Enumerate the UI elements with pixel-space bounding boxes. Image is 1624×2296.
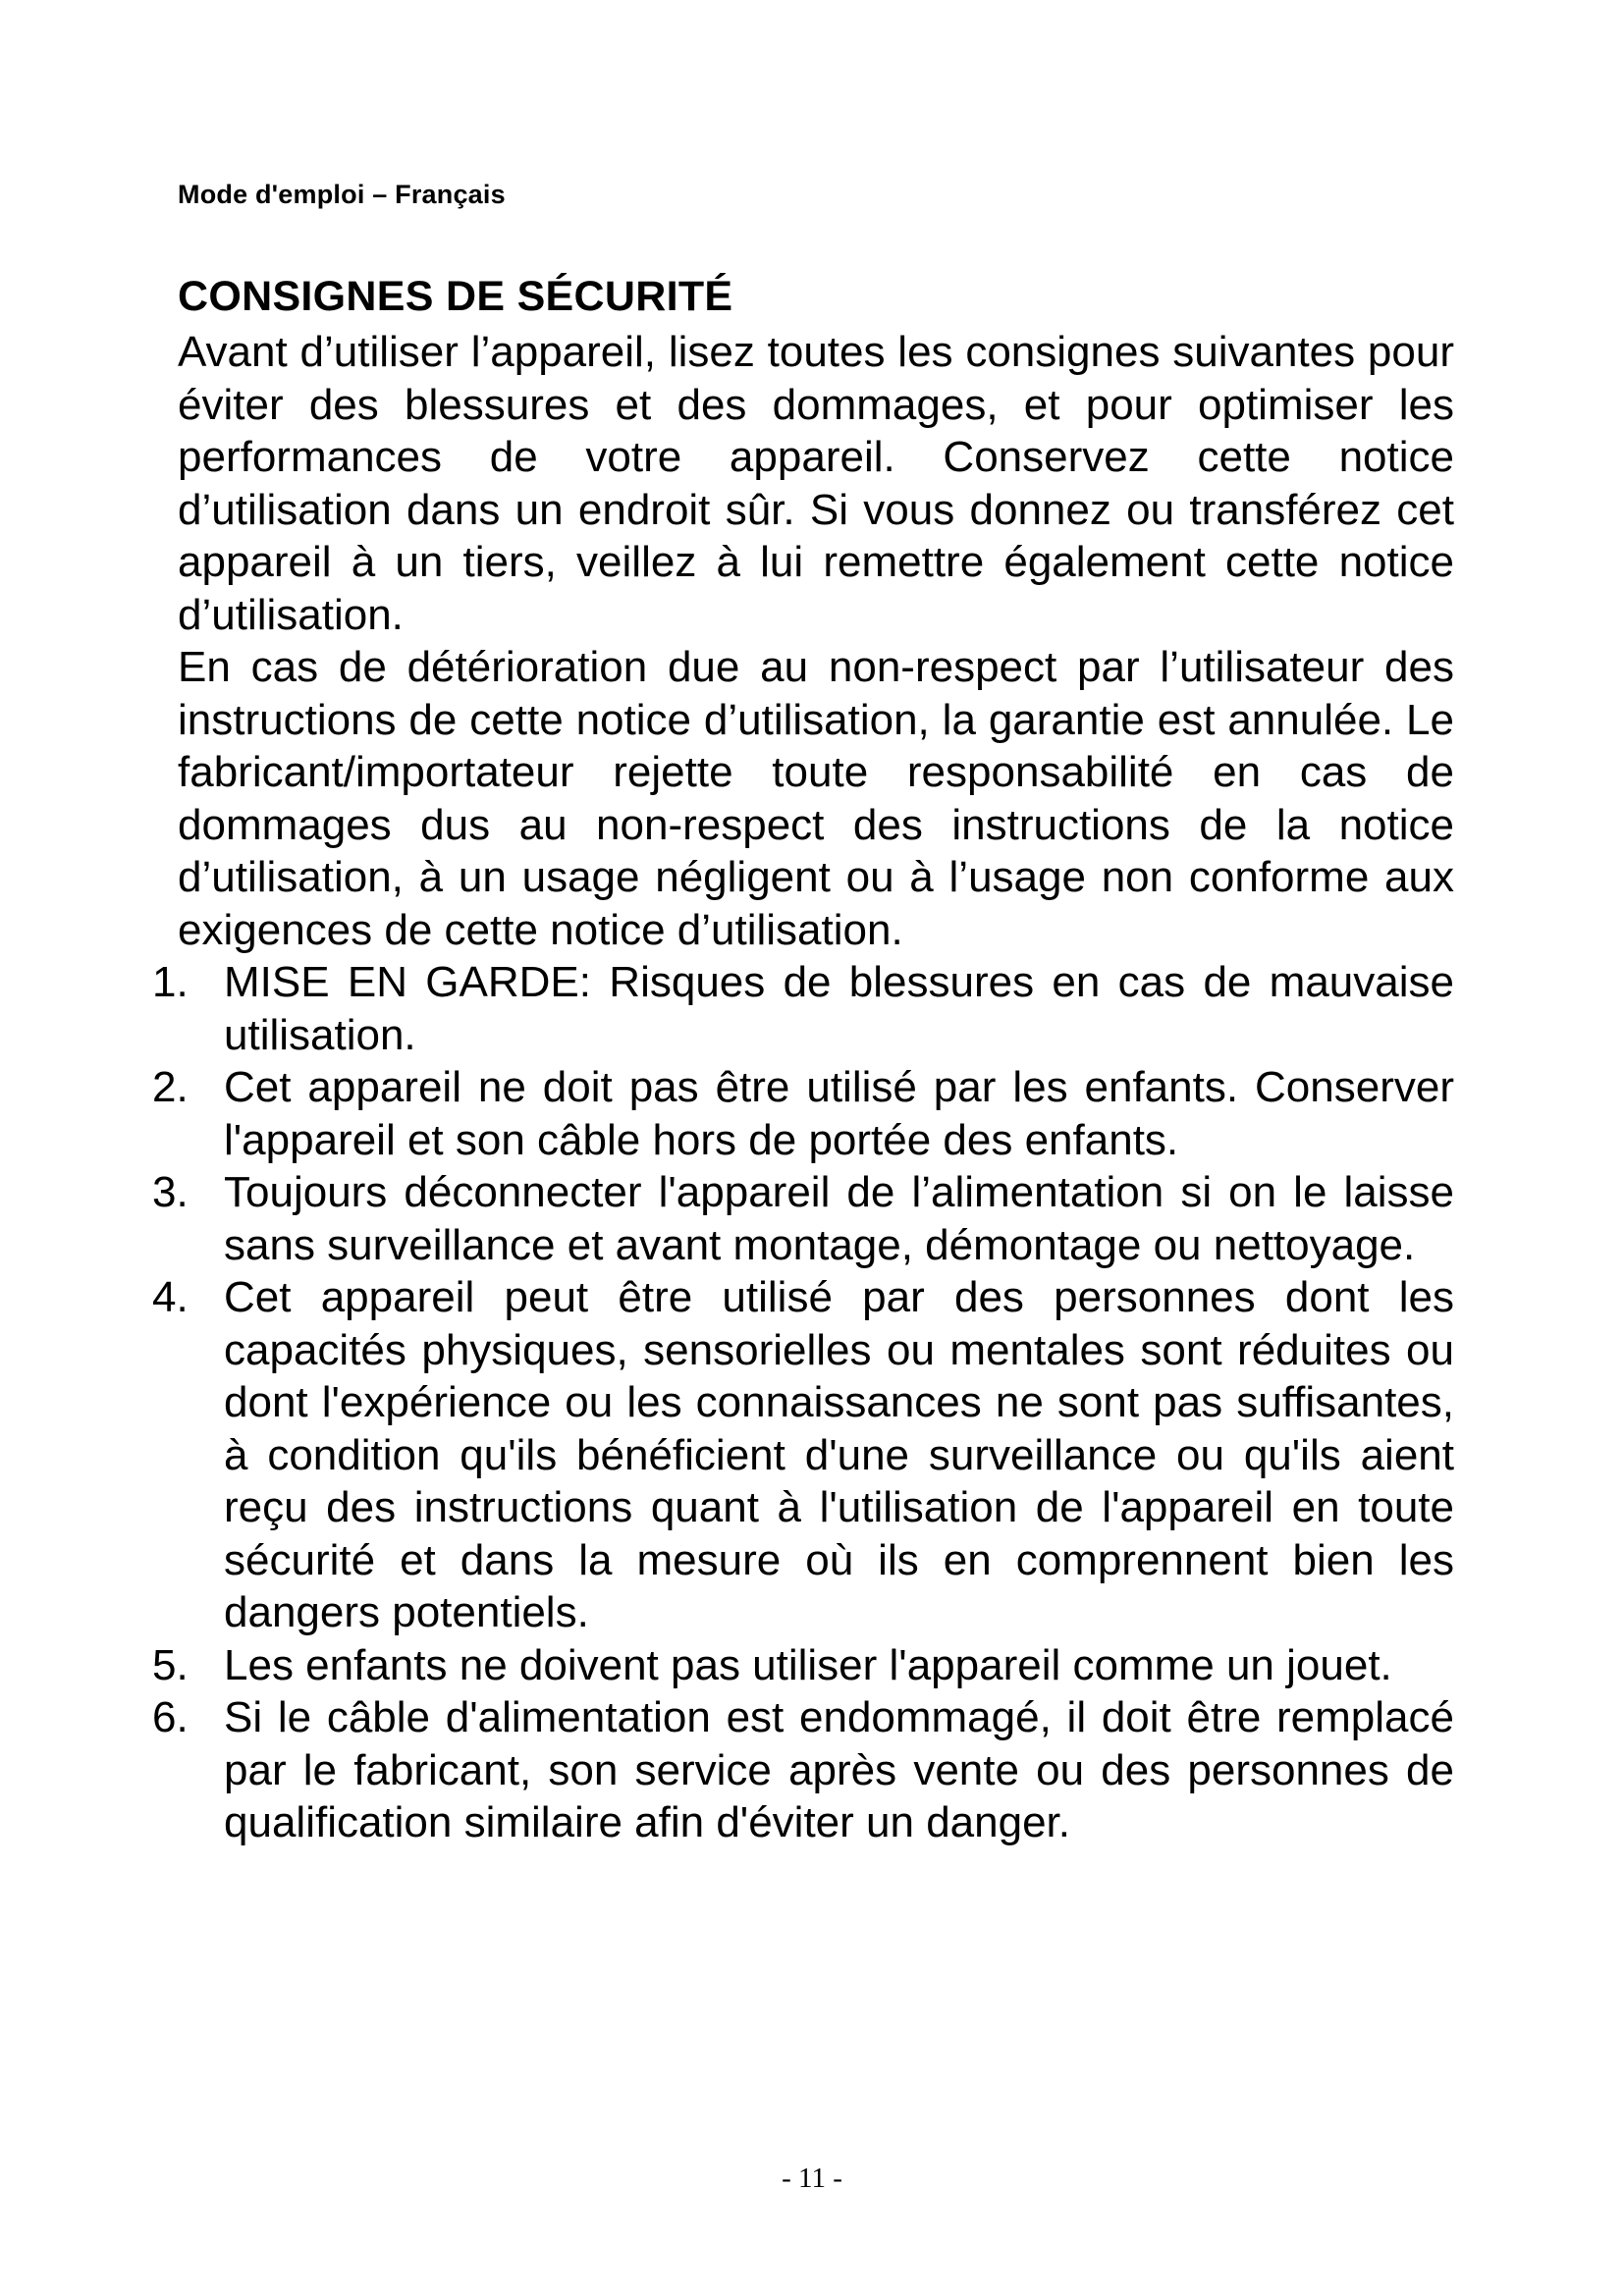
- list-item: [152, 1691, 1454, 1849]
- list-item-number: 2.: [152, 1063, 189, 1111]
- list-item: [152, 956, 1454, 1061]
- warranty-paragraph: En cas de détérioration due au non-respect par l’utilisateur des instructions de cette notice d’utilisation, la garantie est annulée. Le fabricant/importateur rejette toute responsabilité en cas de dommages dus au non-respect des instructions de la notice d’utilisation, à un usage négligent ou à l’usage non conforme aux exigences de cette notice d’utilisation.: [178, 643, 1454, 954]
- list-item: [152, 1166, 1454, 1271]
- list-item: [152, 1271, 1454, 1639]
- list-item: [152, 1639, 1454, 1692]
- intro-paragraph: Avant d’utiliser l’appareil, lisez toutes les consignes suivantes pour éviter des blessures et des dommages, et pour optimiser les performances de votre appareil. Conservez cette notice d’utilisation dans un endroit sûr. Si vous donnez ou transférez cet appareil à un tiers, veillez à lui remettre également cette notice d’utilisation.: [178, 328, 1454, 639]
- main-content: [152, 267, 1454, 1849]
- running-header: Mode d'emploi – Français: [178, 180, 506, 209]
- list-item-number: 1.: [152, 958, 189, 1006]
- list-item-text: MISE EN GARDE: Risques de blessures en cas de mauvaise utilisation.: [224, 958, 1454, 1059]
- list-item: [152, 1061, 1454, 1166]
- list-item-number: 5.: [152, 1640, 189, 1689]
- list-item-text: Les enfants ne doivent pas utiliser l'appareil comme un jouet.: [224, 1640, 1392, 1689]
- list-item-text: Cet appareil peut être utilisé par des personnes dont les capacités physiques, sensorielles ou mentales sont réduites ou dont l'expérience ou les connaissances ne sont pas suffisantes, à condition qu'ils bénéficient d'une surveillance ou qu'ils aient reçu des instructions quant à l'utilisation de l'appareil en toute sécurité et dans la mesure où ils en comprennent bien les dangers potentiels.: [224, 1273, 1454, 1636]
- list-item-text: Si le câble d'alimentation est endommagé, il doit être remplacé par le fabricant, son service après vente ou des personnes de qualification similaire afin d'éviter un danger.: [224, 1693, 1454, 1846]
- list-item-text: Toujours déconnecter l'appareil de l’alimentation si on le laisse sans surveillance et avant montage, démontage ou nettoyage.: [224, 1168, 1454, 1269]
- list-item-text: Cet appareil ne doit pas être utilisé par les enfants. Conserver l'appareil et son câble hors de portée des enfants.: [224, 1063, 1454, 1164]
- list-item-number: 6.: [152, 1693, 189, 1741]
- list-item-number: 4.: [152, 1273, 189, 1321]
- safety-instruction-list: [152, 956, 1454, 1849]
- page-number: - 11 -: [782, 2163, 842, 2194]
- section-title: CONSIGNES DE SÉCURITÉ: [178, 273, 733, 320]
- list-item-number: 3.: [152, 1168, 189, 1216]
